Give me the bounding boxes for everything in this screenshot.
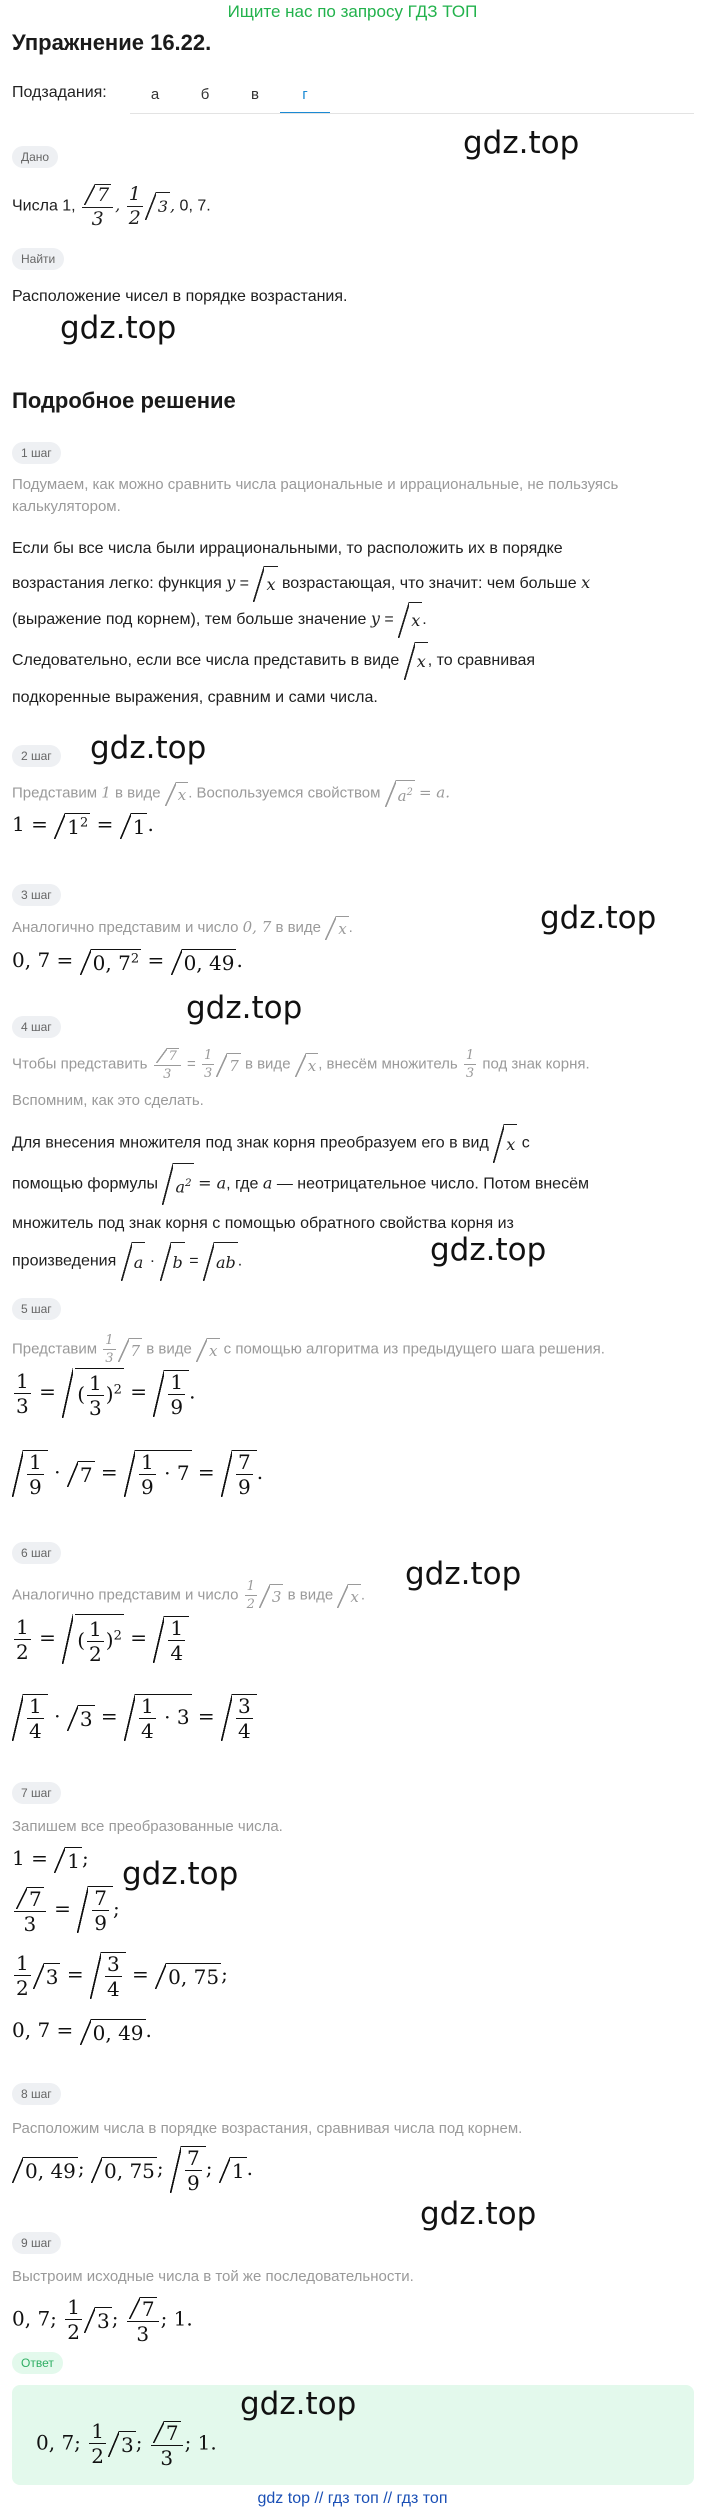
step-5-formula-1: $\frac{1}{3}$ = ( $\frac{1}{3}$ )$^2$ = $\frac{1}{9}$ . — [16, 1368, 196, 1420]
step-1-hint: Подумаем, как можно сравнить числа рациональные и иррациональные, не пользуясь калькулятором. — [12, 476, 619, 515]
step-8-formula: 0, 49 ; 0, 75 ; $\frac{7}{9}$ ; 1 . — [12, 2146, 253, 2193]
step-6-formula-2: $\frac{1}{4}$ · 3 = $\frac{1}{4}$ · 3 = $\frac{3}{4}$ — [12, 1694, 257, 1741]
step-7-formula-1: 1 = 1 ; — [12, 1846, 89, 1873]
search-promo-link[interactable]: Ищите нас по запросу ГДЗ ТОП — [227, 2, 478, 21]
step-8-hint: Расположим числа в порядке возрастания, сравнивая числа под корнем. — [12, 2120, 523, 2137]
given-text: Числа 1, $\frac{7}{3}$ , $\frac{1}{2}$ 3 , 0, 7. — [12, 183, 211, 230]
step-1-badge: 1 шаг — [12, 442, 61, 464]
answer-badge: Ответ — [12, 2352, 63, 2374]
watermark: gdz.top — [90, 730, 207, 766]
subtask-tabs — [130, 76, 330, 114]
step-3-formula: 0, 7 = 0, $7^2 = 0$, 49 . — [12, 948, 243, 975]
step-2-hint: Представим 1 в виде x . Воспользуемся свойством $a^2 = a$. — [12, 780, 450, 807]
answer-formula: 0, 7; $\frac{1}{2}$ 3 ; $\frac{7}{3}$ ; 1. — [36, 2419, 217, 2470]
footer-separator: // — [383, 2490, 393, 2507]
step-2-formula: $1 = 1^2 = 1$ . — [12, 812, 154, 839]
step-5-formula-2: $\frac{1}{9}$ · 7 = $\frac{1}{9}$ · 7 = $\frac{7}{9}$ . — [12, 1450, 263, 1497]
watermark: gdz.top — [186, 990, 303, 1026]
tab-b[interactable]: б — [200, 86, 210, 103]
step-4-badge: 4 шаг — [12, 1016, 61, 1038]
watermark: gdz.top — [463, 125, 580, 161]
step-7-hint: Запишем все преобразованные числа. — [12, 1818, 283, 1835]
step-5-hint: Представим $\frac{1}{3}$ 7 в виде x с помощью алгоритма из предыдущего шага решения. — [12, 1333, 605, 1366]
step-3-hint: Аналогично представим и число 0, 7 в виде x . — [12, 918, 353, 939]
solution-title: Подробное решение — [12, 388, 236, 413]
step-4-hint: Чтобы представить $\frac{7}{3}$ = $\frac{1}{3}$ 7 в виде x , внесём множитель $\frac{1}{3}$ под знак корня. — [12, 1048, 590, 1082]
watermark: gdz.top — [60, 310, 177, 346]
given-prefix: Числа 1, — [12, 197, 76, 215]
footer-links — [0, 2490, 705, 2508]
step-9-hint: Выстроим исходные числа в той же последовательности. — [12, 2268, 414, 2285]
step-2-badge: 2 шаг — [12, 745, 61, 767]
subtasks-label: Подзадания: — [12, 84, 107, 101]
step-7-formula-3: $\frac{1}{2}$ 3 = $\frac{3}{4}$ = 0, 75 ; — [16, 1951, 228, 2001]
step-4-paragraph: Для внесения множителя под знак корня преобразуем его в вид x с помощью формулы $a^2 = a$, где a — неотрицательное число. Потом внесём множитель под знак корня с помощью обратного свойства корня из произведения a · b = ab . — [12, 1124, 702, 1281]
step-7-formula-2: $\frac{7}{3}$ = $\frac{7}{9}$ ; — [12, 1886, 120, 1934]
step-9-formula: 0, 7; $\frac{1}{2}$ 3 ; $\frac{7}{3}$ ; 1. — [12, 2295, 193, 2346]
given-badge: Дано — [12, 146, 58, 168]
watermark: gdz.top — [430, 1232, 547, 1268]
given-suffix: 0, 7. — [179, 197, 211, 215]
watermark: gdz.top — [405, 1556, 522, 1592]
step-7-formula-4: 0, 7 = 0, 49 . — [12, 2018, 152, 2045]
step-8-badge: 8 шаг — [12, 2083, 61, 2105]
watermark: gdz.top — [420, 2196, 537, 2232]
step-3-badge: 3 шаг — [12, 884, 61, 906]
step-7-badge: 7 шаг — [12, 1782, 61, 1804]
watermark: gdz.top — [240, 2386, 357, 2422]
step-6-badge: 6 шаг — [12, 1542, 61, 1564]
step-5-badge: 5 шаг — [12, 1298, 61, 1320]
tabs-divider — [130, 113, 694, 114]
footer-link-1[interactable]: gdz top — [257, 2490, 310, 2507]
step-1-paragraph: Если бы все числа были иррациональными, то расположить их в порядке возрастания легко: функция y = x возрастающая, что значит: чем больше x (выражение под корнем), тем больше значение y = x . — [12, 532, 702, 638]
footer-link-2[interactable]: гдз топ — [327, 2490, 379, 2507]
page-title: Упражнение 16.22. — [12, 30, 212, 55]
step-4-hint-2: Вспомним, как это сделать. — [12, 1092, 204, 1109]
watermark: gdz.top — [122, 1856, 239, 1892]
step-6-formula-1: $\frac{1}{2}$ = ( $\frac{1}{2}$ )$^2$ = $\frac{1}{4}$ — [12, 1614, 189, 1664]
tab-v[interactable]: в — [251, 86, 259, 103]
step-6-hint: Аналогично представим и число $\frac{1}{2}$ 3 в виде x . — [12, 1579, 366, 1612]
step-9-badge: 9 шаг — [12, 2232, 61, 2254]
tab-a[interactable]: а — [150, 86, 160, 103]
tab-g[interactable]: г — [280, 76, 330, 114]
watermark: gdz.top — [540, 900, 657, 936]
step-1-paragraph-2: Следовательно, если все числа представить в виде x , то сравнивая подкоренные выражения, сравним и сами числа. — [12, 642, 702, 716]
find-text: Расположение чисел в порядке возрастания. — [12, 288, 348, 305]
footer-separator: // — [314, 2490, 324, 2507]
footer-link-3[interactable]: гдз топ — [396, 2490, 448, 2507]
find-badge: Найти — [12, 248, 64, 270]
